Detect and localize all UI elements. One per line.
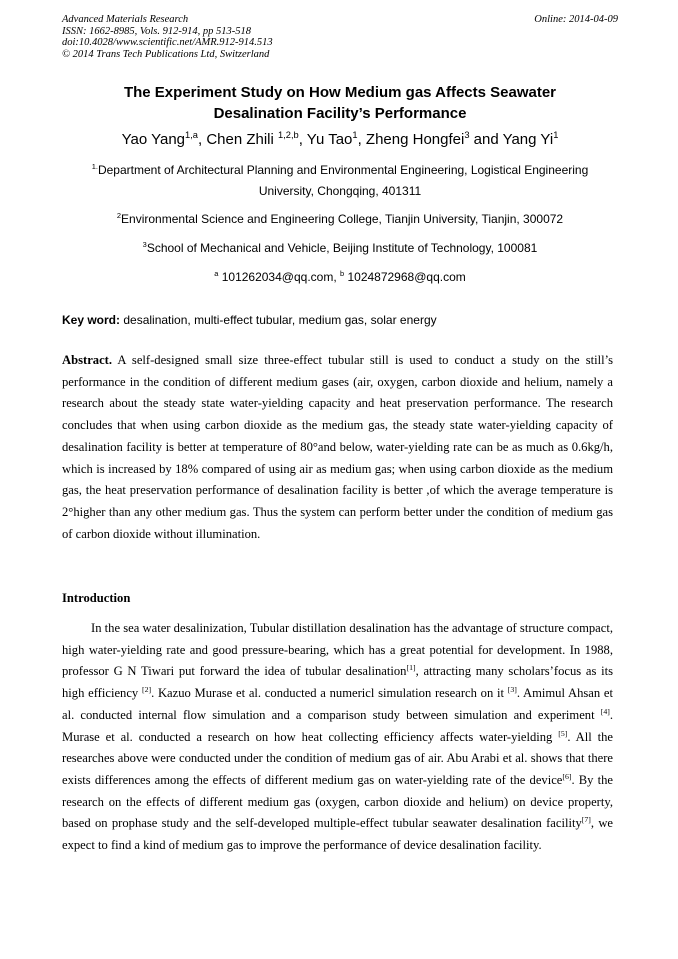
- author-sep: and: [469, 131, 503, 148]
- author-affil-mark: 3: [464, 130, 470, 140]
- author-affil-mark: 1,2,b: [278, 130, 299, 140]
- citation-ref: [4]: [600, 706, 610, 716]
- intro-text: . Amimul Ahsan et al. conducted internal flow simulation and a comparison study between simulation and experiment: [62, 686, 613, 722]
- online-date: Online: 2014-04-09: [534, 14, 618, 25]
- author-emails: [62, 267, 618, 288]
- intro-text: . All the researches above were conducted under the condition of medium gas of air. Abu Arabi et al. shows that there exists differences among the effects of different medium gas on water-yielding rate of the device: [62, 729, 613, 787]
- author-name: Yu Tao: [306, 131, 353, 148]
- email-mark: a: [214, 269, 219, 278]
- keywords-label: Key word:: [62, 313, 121, 327]
- author-name: Yao Yang: [121, 131, 186, 148]
- copyright-line: © 2014 Trans Tech Publications Ltd, Switzerland: [62, 48, 270, 60]
- citation-ref: [2]: [141, 684, 152, 694]
- email-b: 1024872968@qq.com: [347, 270, 466, 284]
- intro-text: . By the research on the effects of different medium gas (oxygen, carbon dioxide and helium) on device property, based on prophase study and the self-developed multiple-effect tubular seawater desalination facility: [62, 772, 613, 831]
- author-sep: ,: [197, 131, 207, 148]
- citation-ref: [1]: [406, 663, 416, 673]
- affiliation-text: School of Mechanical and Vehicle, Beijing Institute of Technology, 100081: [146, 241, 538, 255]
- author-list: [62, 130, 618, 150]
- intro-text: In the sea water desalinization, Tubular distillation desalination has the advantage of structure compact, high water-yielding rate and good pressure-bearing, which has a great potential for development. In 1988, professor G N Tiwari put forward the idea of tubular desalination: [62, 621, 613, 679]
- abstract: [62, 350, 613, 545]
- citation-ref: [5]: [558, 728, 568, 738]
- email-mark: b: [339, 269, 345, 278]
- email-a: 101262034@qq.com,: [221, 270, 340, 284]
- intro-text: , attracting many scholars’focus as its high efficiency: [62, 664, 613, 701]
- affiliation-mark: 2: [116, 211, 122, 220]
- intro-text: . Kazuo Murase et al. conducted a numericl simulation research on it: [151, 686, 508, 701]
- affiliation-1-line-1: [62, 160, 618, 181]
- affiliation-1: [62, 160, 618, 202]
- affiliation-text: Environmental Science and Engineering College, Tianjin University, Tianjin, 300072: [121, 212, 564, 226]
- author-name: Yang Yi: [502, 131, 554, 148]
- issn-line: ISSN: 1662-8985, Vols. 912-914, pp 513-518: [62, 25, 251, 37]
- affiliation-mark: 3: [142, 240, 147, 249]
- keywords-text: desalination, multi-effect tubular, medium gas, solar energy: [120, 313, 437, 327]
- title-line-1: The Experiment Study on How Medium gas Affects Seawater: [123, 84, 557, 101]
- citation-ref: [6]: [562, 771, 572, 781]
- intro-text: , we expect to find a kind of medium gas to improve the performance of device desalination facility.: [62, 816, 614, 853]
- introduction-paragraph: [62, 618, 613, 857]
- journal-name: Advanced Materials Research: [62, 14, 189, 25]
- affiliation-2: [62, 209, 618, 230]
- author-affil-mark: 1: [553, 130, 559, 140]
- affiliation-text: Department of Architectural Planning and Environmental Engineering, Logistical Engineering: [97, 163, 589, 177]
- affiliation-3: [62, 238, 618, 259]
- author-name: Zheng Hongfei: [365, 131, 465, 148]
- author-name: Chen Zhili: [206, 131, 279, 148]
- author-affil-mark: 1: [352, 130, 358, 140]
- keywords: [62, 312, 618, 328]
- author-sep: ,: [298, 131, 307, 148]
- intro-text: . Murase et al. conducted a research on how heat collecting efficiency affects water-yielding: [62, 707, 613, 744]
- title-line-2: Desalination Facility’s Performance: [213, 105, 467, 122]
- abstract-text: A self-designed small size three-effect tubular still is used to conduct a study on the still’s performance in the condition of different medium gases (air, oxygen, carbon dioxide and helium, namely a research about the steady state water-yielding capacity and heat preservation performance. The research concludes that when using carbon dioxide as the medium gas, the steady state water-yielding capacity of desalination facility is better at temperature of 80°and below, water-yielding rate can be as much as 0.6kg/h, which is increased by 18% compared of using air as medium gas; when using carbon dioxide as the medium gas, the heat preservation performance of desalination facility is better ,of which the average temperature is 2°higher than any other medium gas. Thus the system can perform better under the condition of medium gas of carbon dioxide without illumination.: [62, 353, 613, 541]
- author-affil-mark: 1,a: [185, 130, 198, 140]
- running-header: [62, 14, 618, 60]
- abstract-label: Abstract.: [62, 353, 113, 367]
- citation-ref: [3]: [507, 684, 517, 694]
- section-heading-introduction: Introduction: [62, 591, 131, 605]
- paper-title: [62, 82, 618, 124]
- citation-ref: [7]: [581, 815, 591, 825]
- doi-line: doi:10.4028/www.scientific.net/AMR.912-914.513: [62, 37, 273, 48]
- affiliation-1-line-2: University, Chongqing, 401311: [258, 184, 422, 198]
- author-sep: ,: [357, 131, 366, 148]
- affiliation-mark: 1.: [91, 162, 98, 171]
